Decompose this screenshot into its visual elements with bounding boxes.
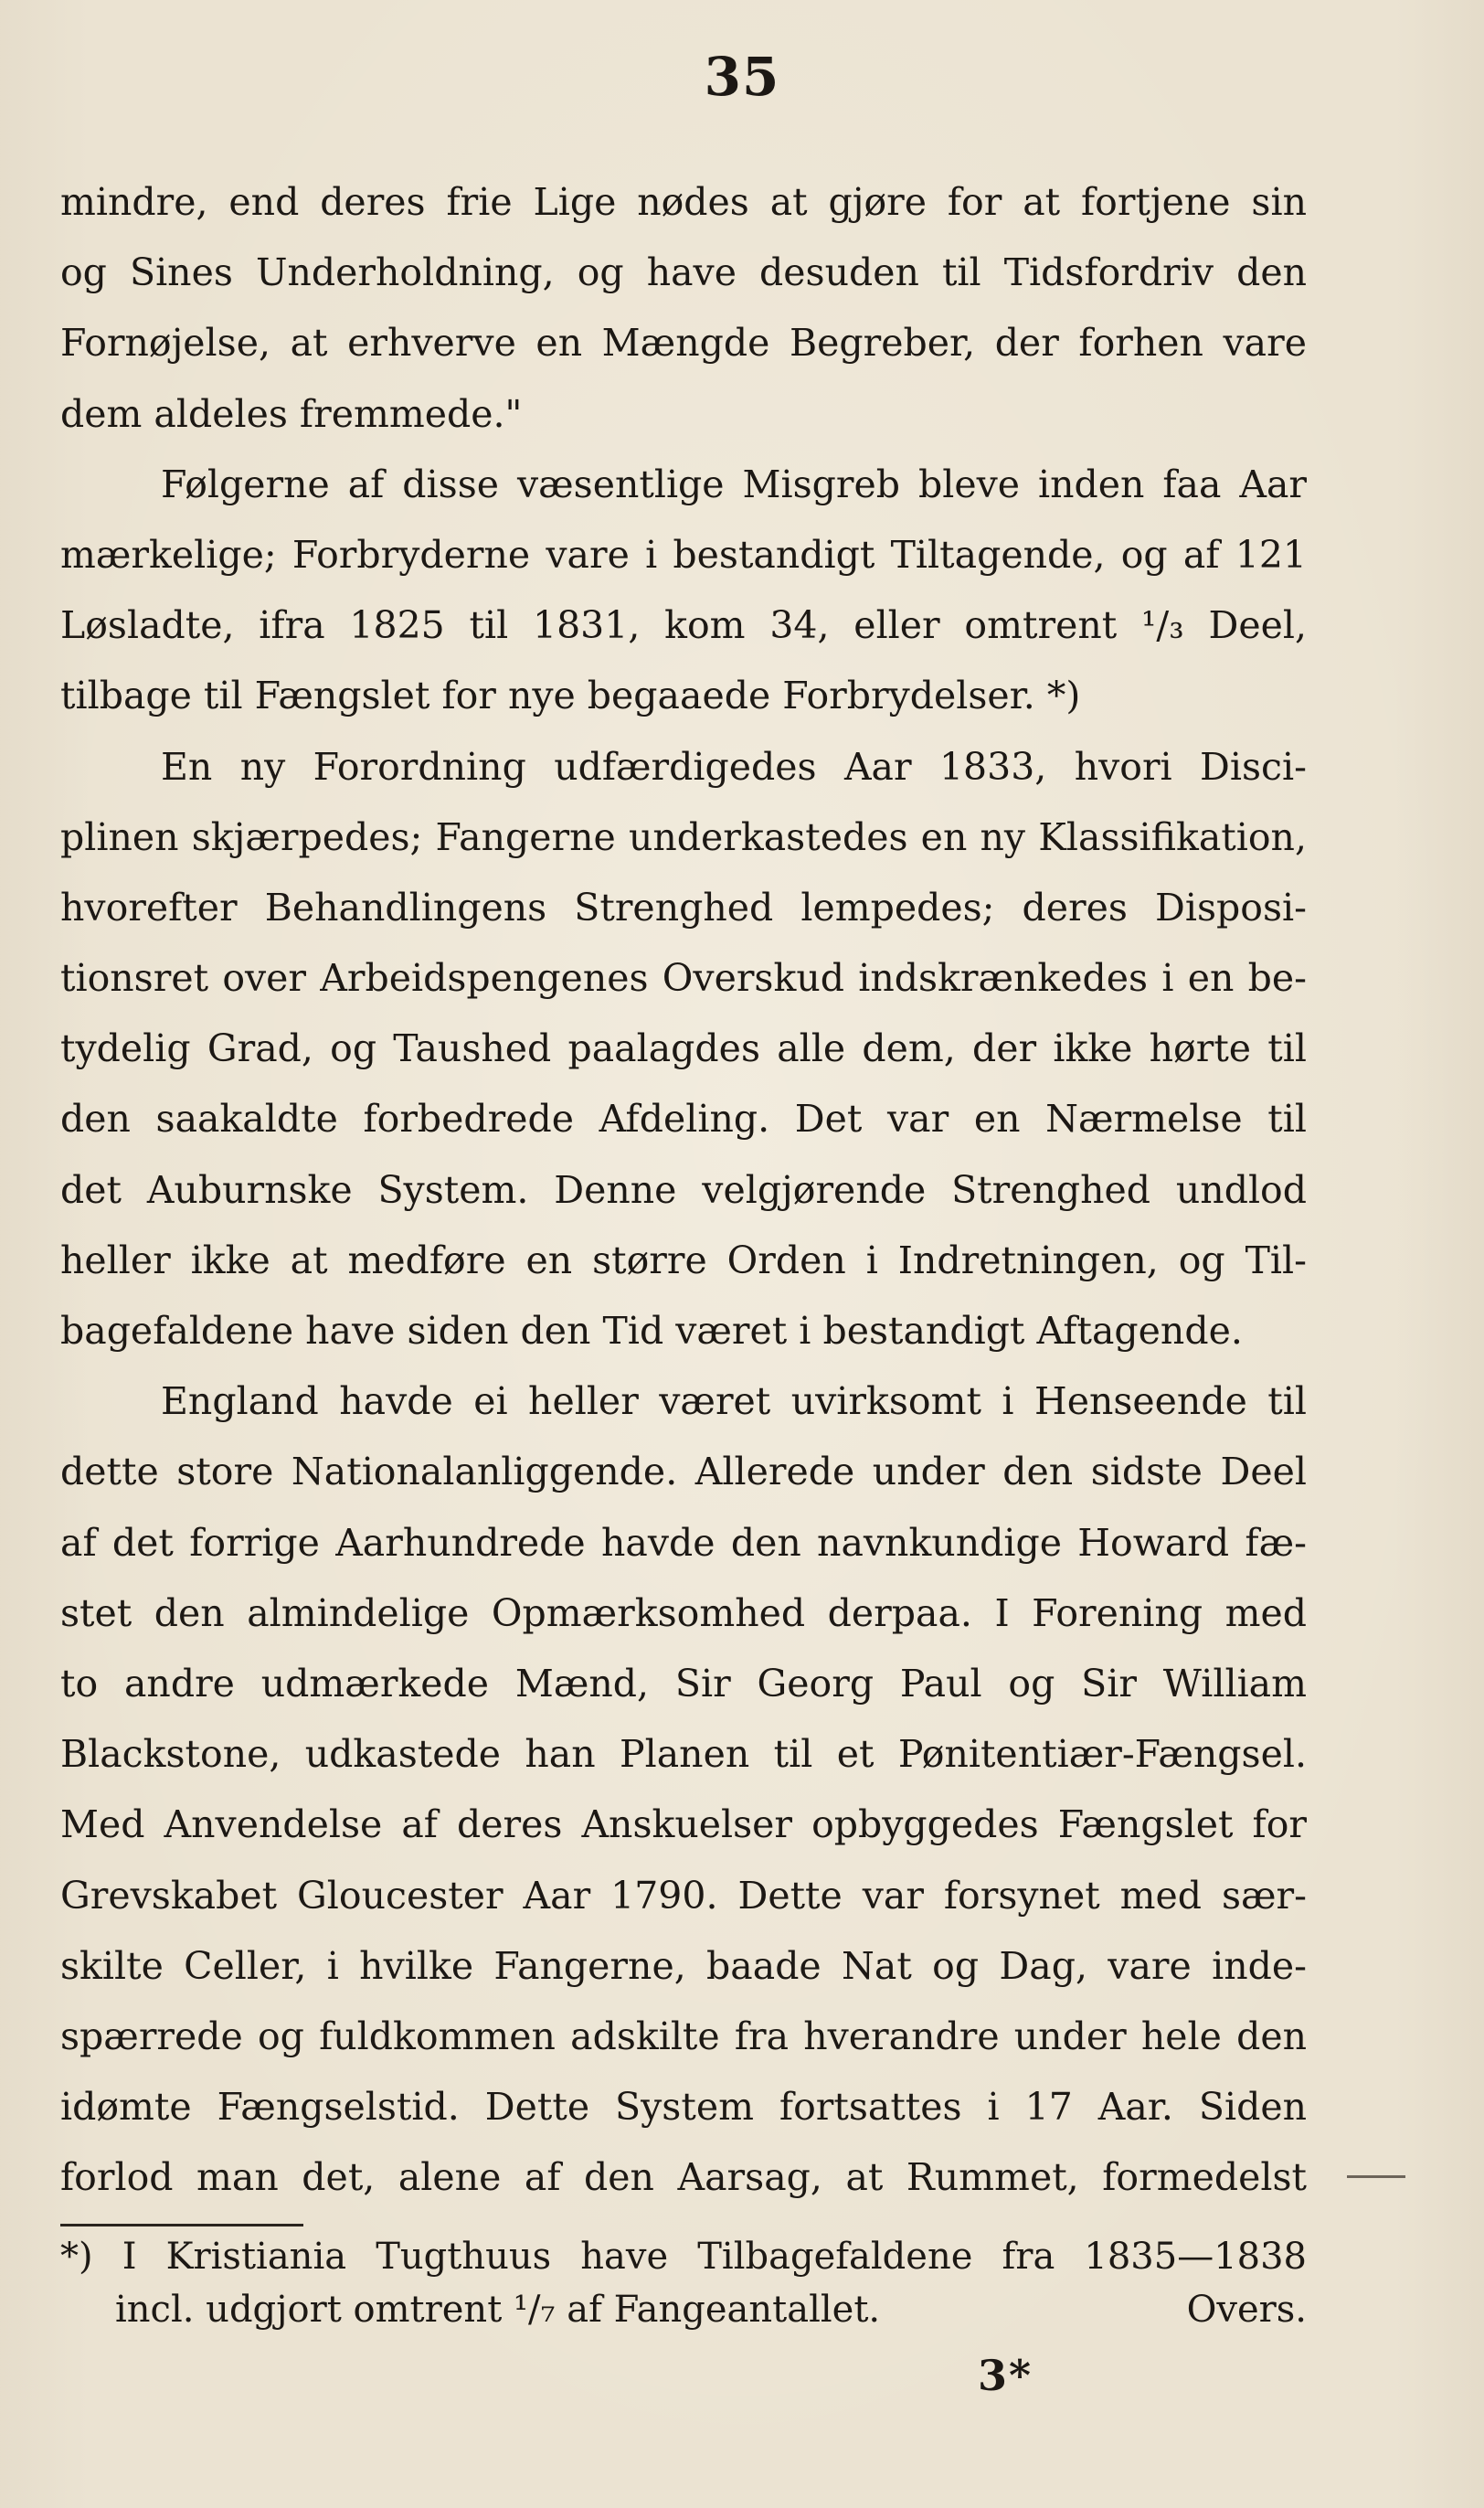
text-line: Blackstone, udkastede han Planen til et Pønitentiær-Fængsel. xyxy=(60,1732,1307,1777)
text-line: tionsret over Arbeidspengenes Overskud indskrænkedes i en be- xyxy=(60,956,1307,1001)
text-line: mindre, end deres frie Lige nødes at gjøre for at fortjene sin xyxy=(60,180,1307,224)
text-line: stet den almindelige Opmærksomhed derpaa. I Forening med xyxy=(60,1590,1307,1635)
footnote-line: *) I Kristiania Tugthuus have Tilbagefaldene fra 1835—1838 xyxy=(60,2236,1307,2278)
signature-mark: 3* xyxy=(978,2351,1034,2400)
text-line: dem aldeles fremmede." xyxy=(60,391,523,436)
text-line: af det forrige Aarhundrede havde den navnkundige Howard fæ- xyxy=(60,1520,1307,1565)
text-line: mærkelige; Forbryderne vare i bestandigt Tiltagende, og af 121 xyxy=(60,532,1307,577)
text-line: skilte Celler, i hvilke Fangerne, baade Nat og Dag, vare inde- xyxy=(60,1943,1307,1988)
text-line: tilbage til Fængslet for nye begaaede Forbrydelser. *) xyxy=(60,674,1081,718)
text-line: plinen skjærpedes; Fangerne underkastedes en ny Klassifikation, xyxy=(60,814,1307,859)
text-line: bagefaldene have siden den Tid været i bestandigt Aftagende. xyxy=(60,1309,1243,1353)
text-line: det Auburnske System. Denne velgjørende Strenghed undlod xyxy=(60,1167,1307,1212)
footnote-line xyxy=(60,2283,1307,2336)
text-line: to andre udmærkede Mænd, Sir Georg Paul og Sir William xyxy=(60,1661,1307,1706)
translator-note: Overs. xyxy=(1186,2289,1307,2331)
text-line: forlod man det, alene af den Aarsag, at Rummet, formedelst xyxy=(60,2155,1307,2200)
paragraph-start-line: En ny Forordning udfærdigedes Aar 1833, hvori Disci- xyxy=(161,744,1307,789)
text-line: og Sines Underholdning, og have desuden til Tidsfordriv den xyxy=(60,250,1307,295)
body-text xyxy=(60,167,1307,2213)
text-line: dette store Nationalanliggende. Allerede under den sidste Deel xyxy=(60,1450,1307,1494)
paragraph-start-line: Følgerne af disse væsentlige Misgreb bleve inden faa Aar xyxy=(161,462,1307,506)
text-line: Løsladte, ifra 1825 til 1831, kom 34, eller omtrent ¹/₃ Deel, xyxy=(60,603,1307,648)
footnote-text: incl. udgjort omtrent ¹/₇ af Fangeantallet. xyxy=(115,2289,881,2331)
text-line: idømte Fængselstid. Dette System fortsattes i 17 Aar. Siden xyxy=(60,2085,1307,2130)
text-line: spærrede og fuldkommen adskilte fra hverandre under hele den xyxy=(60,2014,1307,2058)
paragraph-start-line: England havde ei heller været uvirksomt i Henseende til xyxy=(161,1379,1307,1424)
text-line: den saakaldte forbedrede Afdeling. Det var en Nærmelse til xyxy=(60,1097,1307,1142)
text-line: Med Anvendelse af deres Anskuelser opbyggedes Fængslet for xyxy=(60,1802,1307,1847)
margin-mark xyxy=(1347,2175,1405,2178)
footnote xyxy=(60,2230,1307,2336)
text-line: hvorefter Behandlingens Strenghed lempedes; deres Disposi- xyxy=(60,885,1307,930)
text-line: Fornøjelse, at erhverve en Mængde Begreber, der forhen vare xyxy=(60,321,1307,366)
footnote-rule xyxy=(60,2224,303,2226)
text-line: heller ikke at medføre en større Orden i Indretningen, og Til- xyxy=(60,1238,1307,1282)
text-line: Grevskabet Gloucester Aar 1790. Dette var forsynet med sær- xyxy=(60,1873,1307,1918)
page-number: 35 xyxy=(704,46,780,108)
text-line: tydelig Grad, og Taushed paalagdes alle dem, der ikke hørte til xyxy=(60,1026,1307,1071)
